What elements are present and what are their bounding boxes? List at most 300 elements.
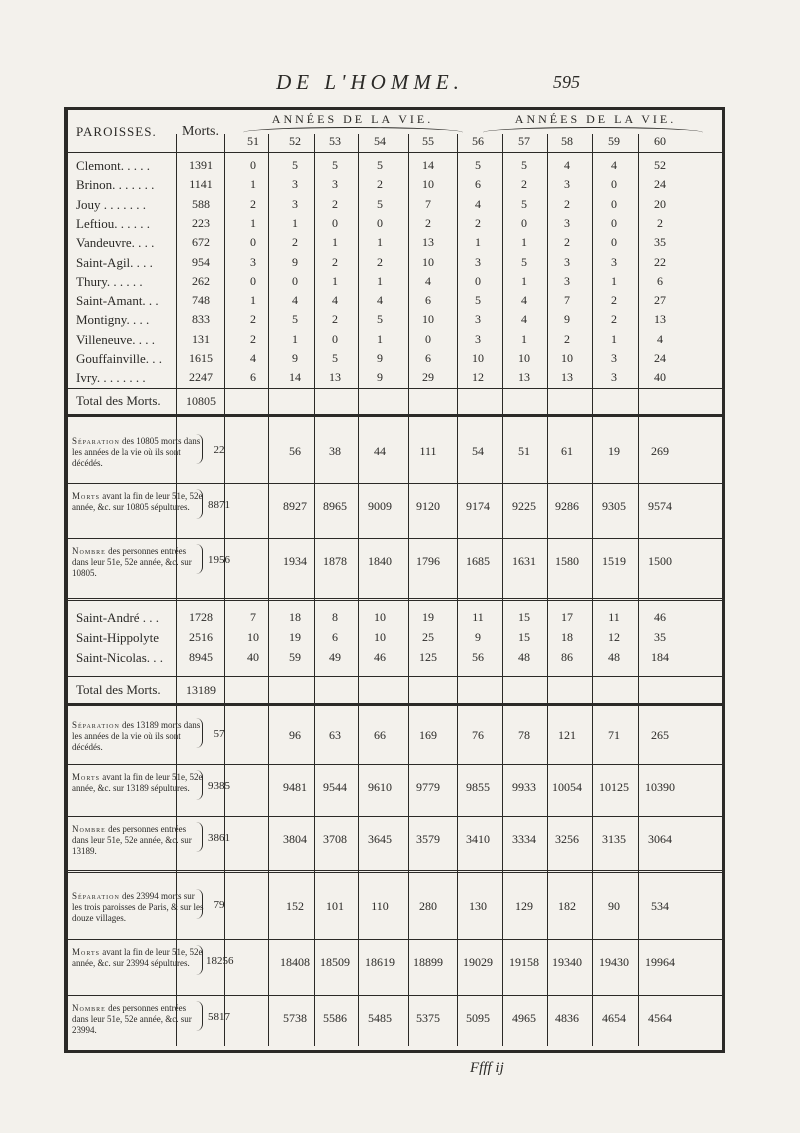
table-cell: 3 — [564, 215, 570, 230]
summary-cell: 19029 — [463, 955, 493, 969]
table-cell: 46 — [374, 650, 386, 664]
table-cell: 20 — [654, 196, 666, 211]
parish-deaths: 954 — [192, 254, 210, 269]
summary-cell: 152 — [286, 899, 304, 913]
summary-cell: 9574 — [648, 499, 672, 513]
summary-cell: 1685 — [466, 554, 490, 568]
table-cell: 2 — [377, 177, 383, 192]
summary-cell: 4965 — [512, 1011, 536, 1025]
col-parishes-header: PAROISSES. — [76, 124, 157, 139]
table-cell: 1 — [377, 273, 383, 288]
table-cell: 2 — [564, 331, 570, 346]
summary-cell: 4654 — [602, 1011, 626, 1025]
table-cell: 10 — [561, 351, 573, 365]
summary-cell: 1580 — [555, 554, 579, 568]
table-cell: 1 — [332, 235, 338, 250]
summary-cell: 18408 — [280, 955, 310, 969]
running-head: DE L'HOMME. — [276, 70, 464, 94]
summary-cell: 1631 — [512, 554, 536, 568]
table-cell: 6 — [425, 293, 431, 308]
table-cell: 1 — [250, 177, 256, 192]
summary-cell: 169 — [419, 728, 437, 742]
summary-cell: 38 — [329, 444, 341, 458]
table-cell: 125 — [419, 650, 437, 664]
table-cell: 0 — [250, 235, 256, 250]
summary-rule — [68, 764, 722, 765]
total-value: 10805 — [186, 394, 216, 408]
table-cell: 3 — [475, 331, 481, 346]
summary-cell: 90 — [608, 899, 620, 913]
table-cell: 56 — [472, 650, 484, 664]
summary-rule — [68, 538, 722, 539]
table-cell: 14 — [289, 370, 301, 385]
brace — [196, 770, 203, 800]
table-cell: 3 — [292, 177, 298, 192]
table-cell: 27 — [654, 293, 666, 308]
table-cell: 12 — [472, 370, 484, 385]
parish-deaths: 588 — [192, 196, 210, 211]
parish-deaths: 2516 — [189, 630, 213, 644]
summary-cell: 130 — [469, 899, 487, 913]
summary-cell: 1796 — [416, 554, 440, 568]
table-cell: 9 — [564, 312, 570, 327]
summary-note — [72, 491, 204, 513]
summary-cell: 19 — [608, 444, 620, 458]
parish-name: Gouffainville. . . — [76, 351, 163, 366]
table-cell: 7 — [564, 293, 570, 308]
summary-cell: 54 — [472, 444, 484, 458]
table-cell: 40 — [654, 370, 666, 385]
table-cell: 3 — [475, 254, 481, 269]
table-cell: 4 — [657, 331, 663, 346]
table-cell: 25 — [422, 630, 434, 644]
parish-deaths: 1728 — [189, 610, 213, 624]
table-cell: 0 — [425, 331, 431, 346]
table-cell: 10 — [422, 254, 434, 269]
summary-cell: 3064 — [648, 832, 672, 846]
summary-cell: 18619 — [365, 955, 395, 969]
table-cell: 9 — [377, 370, 383, 385]
table-cell: 11 — [472, 610, 484, 624]
section-divider — [68, 598, 722, 601]
parish-name: Saint-Agil. . . . — [76, 254, 153, 270]
table-cell: 3 — [250, 254, 256, 269]
summary-cell: 19340 — [552, 955, 582, 969]
table-cell: 4 — [564, 158, 570, 172]
summary-cell: 1878 — [323, 554, 347, 568]
year-header: 53 — [329, 134, 341, 148]
summary-cell: 4836 — [555, 1011, 579, 1025]
table-cell: 1 — [521, 235, 527, 250]
table-cell: 59 — [289, 650, 301, 664]
table-cell: 0 — [250, 273, 256, 288]
summary-cell: 4564 — [648, 1011, 672, 1025]
year-header: 60 — [654, 134, 666, 148]
brace — [196, 945, 203, 975]
summary-rule — [68, 816, 722, 817]
summary-note-text: avant la fin de leur 51e, 52e année, &c. sur 10805 sépultures. — [72, 491, 203, 512]
summary-note-head: Nombre — [72, 1003, 106, 1013]
summary-cell: 9544 — [323, 780, 347, 794]
table-cell: 3 — [564, 254, 570, 269]
parish-deaths: 2247 — [189, 370, 213, 385]
summary-cell: 129 — [515, 899, 533, 913]
summary-note — [72, 436, 204, 469]
summary-cell: 9305 — [602, 499, 626, 513]
year-header: 58 — [561, 134, 573, 148]
table-cell: 0 — [611, 177, 617, 192]
table-cell: 2 — [377, 254, 383, 269]
table-cell: 6 — [250, 370, 256, 385]
table-cell: 3 — [611, 370, 617, 385]
table-cell: 10 — [472, 351, 484, 365]
summary-cell: 66 — [374, 728, 386, 742]
table-cell: 2 — [332, 312, 338, 327]
summary-rule — [68, 995, 722, 996]
summary-note — [72, 891, 204, 924]
table-cell: 10 — [422, 177, 434, 192]
table-cell: 49 — [329, 650, 341, 664]
header-rule — [68, 152, 722, 153]
summary-note-text: des 13189 morts dans les années de la vie où ils sont décédés. — [72, 720, 201, 752]
table-cell: 12 — [608, 630, 620, 644]
table-cell: 3 — [611, 351, 617, 365]
year-header: 56 — [472, 134, 484, 148]
signature-mark: Ffff ij — [470, 1060, 504, 1076]
summary-note — [72, 1003, 204, 1036]
table-cell: 2 — [332, 254, 338, 269]
table-cell: 9 — [292, 254, 298, 269]
summary-note-head: Nombre — [72, 824, 106, 834]
table-cell: 2 — [611, 312, 617, 327]
years-group-right: ANNÉES DE LA VIE. — [514, 112, 677, 126]
table-cell: 3 — [564, 273, 570, 288]
table-cell: 2 — [475, 215, 481, 230]
summary-note — [72, 772, 204, 794]
summary-note — [72, 824, 204, 857]
summary-cell: 3579 — [416, 832, 440, 846]
summary-cell: 9779 — [416, 780, 440, 794]
summary-cell: 1840 — [368, 554, 392, 568]
parish-name: Saint-André . . . — [76, 610, 160, 625]
table-cell: 1 — [377, 235, 383, 250]
summary-rule — [68, 939, 722, 940]
table-cell: 4 — [521, 312, 527, 327]
table-cell: 5 — [377, 196, 383, 211]
summary-base: 79 — [213, 899, 225, 911]
summary-cell: 3708 — [323, 832, 347, 846]
parish-name: Ivry. . . . . . . . — [76, 370, 146, 386]
summary-cell: 9174 — [466, 499, 490, 513]
brace — [196, 434, 203, 464]
table-cell: 2 — [250, 331, 256, 346]
table-cell: 2 — [292, 235, 298, 250]
table-cell: 48 — [518, 650, 530, 664]
table-cell: 5 — [475, 158, 481, 172]
table-cell: 4 — [425, 273, 431, 288]
table-cell: 10 — [374, 630, 386, 644]
table-cell: 13 — [422, 235, 434, 250]
summary-base: 5817 — [208, 1011, 230, 1023]
table-cell: 10 — [518, 351, 530, 365]
summary-note-head: Morts — [72, 772, 100, 782]
summary-base: 8871 — [208, 499, 230, 511]
table-cell: 3 — [475, 312, 481, 327]
table-cell: 5 — [292, 158, 298, 172]
summary-cell: 269 — [651, 444, 669, 458]
table-cell: 24 — [654, 177, 666, 192]
table-cell: 3 — [292, 196, 298, 211]
table-cell: 1 — [611, 331, 617, 346]
table-cell: 9 — [475, 630, 481, 644]
summary-base: 9385 — [208, 780, 230, 792]
summary-note — [72, 947, 204, 969]
brace — [196, 718, 203, 748]
table-cell: 5 — [292, 312, 298, 327]
summary-cell: 56 — [289, 444, 301, 458]
summary-note-text: des 10805 morts dans les années de la vie où ils sont décédés. — [72, 436, 201, 468]
parish-name: Jouy . . . . . . . — [76, 196, 147, 212]
parish-deaths: 262 — [192, 273, 210, 288]
table-cell: 6 — [425, 351, 431, 365]
table-cell: 10 — [374, 610, 386, 624]
table-cell: 7 — [250, 610, 256, 624]
table-cell: 35 — [654, 235, 666, 250]
table-cell: 10 — [247, 630, 259, 644]
table-cell: 2 — [250, 196, 256, 211]
table-cell: 1 — [475, 235, 481, 250]
parish-deaths: 1141 — [189, 177, 213, 192]
summary-base: 1956 — [208, 554, 230, 566]
table-cell: 6 — [332, 630, 338, 644]
col-deaths-header: Morts. — [182, 124, 219, 139]
section-rule — [68, 414, 722, 417]
summary-cell: 8965 — [323, 499, 347, 513]
table-cell: 2 — [611, 293, 617, 308]
table-cell: 22 — [654, 254, 666, 269]
summary-cell: 96 — [289, 728, 301, 742]
table-cell: 9 — [377, 351, 383, 365]
table-cell: 18 — [289, 610, 301, 624]
summary-note-head: Morts — [72, 491, 100, 501]
total-label: Total des Morts. — [76, 682, 161, 697]
summary-cell: 5738 — [283, 1011, 307, 1025]
total-label: Total des Morts. — [76, 393, 161, 408]
brace — [196, 822, 203, 852]
table-cell: 19 — [422, 610, 434, 624]
parish-name: Saint-Amant. . . — [76, 293, 159, 309]
table-cell: 5 — [521, 158, 527, 172]
table-cell: 1 — [521, 331, 527, 346]
table-cell: 13 — [561, 370, 573, 385]
parish-name: Villeneuve. . . . — [76, 331, 156, 347]
year-header: 57 — [518, 134, 530, 148]
table-cell: 24 — [654, 351, 666, 365]
table-cell: 1 — [611, 273, 617, 288]
parish-name: Saint-Hippolyte — [76, 630, 160, 645]
summary-note-text: des personnes entrées dans leur 51e, 52e année, &c. sur 10805. — [72, 546, 192, 578]
summary-cell: 9855 — [466, 780, 490, 794]
summary-cell: 76 — [472, 728, 484, 742]
summary-cell: 3135 — [602, 832, 626, 846]
summary-cell: 18509 — [320, 955, 350, 969]
column-rule — [268, 134, 269, 1046]
summary-note-head: Séparation — [72, 720, 120, 730]
summary-cell: 280 — [419, 899, 437, 913]
table-cell: 15 — [518, 630, 530, 644]
summary-cell: 9481 — [283, 780, 307, 794]
table-cell: 4 — [475, 196, 481, 211]
table-cell: 35 — [654, 630, 666, 644]
summary-cell: 1500 — [648, 554, 672, 568]
parish-name: Clemont. . . . . — [76, 158, 151, 173]
summary-base: 57 — [213, 728, 225, 740]
table-cell: 0 — [475, 273, 481, 288]
table-cell: 2 — [332, 196, 338, 211]
page-number: 595 — [553, 72, 580, 92]
summary-note-head: Morts — [72, 947, 100, 957]
summary-note — [72, 720, 204, 753]
total-rule — [68, 676, 722, 677]
table-cell: 48 — [608, 650, 620, 664]
parish-deaths: 833 — [192, 312, 210, 327]
summary-cell: 534 — [651, 899, 669, 913]
summary-cell: 8927 — [283, 499, 307, 513]
summary-note-text: avant la fin de leur 51e, 52e année, &c. sur 13189 sépultures. — [72, 772, 203, 793]
table-cell: 0 — [611, 235, 617, 250]
brace — [196, 544, 203, 574]
table-cell: 18 — [561, 630, 573, 644]
table-cell: 4 — [377, 293, 383, 308]
table-cell: 5 — [332, 158, 338, 172]
summary-cell: 18899 — [413, 955, 443, 969]
table-cell: 5 — [332, 351, 338, 365]
table-cell: 2 — [657, 215, 663, 230]
summary-cell: 9009 — [368, 499, 392, 513]
table-cell: 1 — [521, 273, 527, 288]
summary-cell: 9225 — [512, 499, 536, 513]
table-cell: 3 — [332, 177, 338, 192]
table-cell: 6 — [657, 273, 663, 288]
summary-cell: 3804 — [283, 832, 307, 846]
table-cell: 1 — [292, 331, 298, 346]
summary-cell: 3645 — [368, 832, 392, 846]
table-cell: 46 — [654, 610, 666, 624]
table-cell: 0 — [611, 196, 617, 211]
parish-deaths: 748 — [192, 293, 210, 308]
brace — [196, 889, 203, 919]
table-cell: 4 — [521, 293, 527, 308]
table-cell: 0 — [292, 273, 298, 288]
table-cell: 52 — [654, 158, 666, 172]
table-cell: 1 — [250, 293, 256, 308]
summary-cell: 71 — [608, 728, 620, 742]
table-cell: 14 — [422, 158, 434, 172]
summary-cell: 19430 — [599, 955, 629, 969]
table-cell: 5 — [521, 196, 527, 211]
table-cell: 2 — [564, 235, 570, 250]
parish-name: Vandeuvre. . . . — [76, 235, 155, 251]
brace — [196, 489, 203, 519]
parish-deaths: 672 — [192, 235, 210, 250]
summary-note — [72, 546, 204, 579]
summary-cell: 63 — [329, 728, 341, 742]
section-divider — [68, 870, 722, 873]
table-cell: 0 — [611, 215, 617, 230]
parish-name: Leftiou. . . . . . — [76, 215, 151, 231]
summary-note-text: avant la fin de leur 51e, 52e année, &c. sur 23994 sépultures. — [72, 947, 203, 968]
table-cell: 2 — [250, 312, 256, 327]
table-cell: 29 — [422, 370, 434, 385]
parish-name: Montigny. . . . — [76, 312, 150, 328]
table-cell: 5 — [377, 312, 383, 327]
summary-cell: 3410 — [466, 832, 490, 846]
year-header: 55 — [422, 134, 434, 148]
summary-cell: 10390 — [645, 780, 675, 794]
table-cell: 2 — [521, 177, 527, 192]
table-cell: 15 — [518, 610, 530, 624]
section-rule — [68, 703, 722, 706]
summary-cell: 10054 — [552, 780, 582, 794]
summary-cell: 5586 — [323, 1011, 347, 1025]
summary-cell: 19158 — [509, 955, 539, 969]
summary-cell: 1934 — [283, 554, 307, 568]
parish-name: Brinon. . . . . . . — [76, 177, 155, 193]
mortality-table — [64, 107, 725, 1053]
table-cell: 8 — [332, 610, 338, 624]
year-header: 59 — [608, 134, 620, 148]
table-cell: 1 — [377, 331, 383, 346]
summary-cell: 78 — [518, 728, 530, 742]
table-cell: 86 — [561, 650, 573, 664]
table-cell: 0 — [250, 158, 256, 172]
summary-cell: 9120 — [416, 499, 440, 513]
table-cell: 11 — [608, 610, 620, 624]
summary-note-head: Séparation — [72, 436, 120, 446]
summary-cell: 9933 — [512, 780, 536, 794]
summary-cell: 111 — [419, 444, 437, 458]
summary-cell: 51 — [518, 444, 530, 458]
table-cell: 13 — [329, 370, 341, 385]
table-cell: 5 — [521, 254, 527, 269]
table-cell: 1 — [332, 273, 338, 288]
summary-cell: 44 — [374, 444, 386, 458]
summary-rule — [68, 483, 722, 484]
summary-cell: 3334 — [512, 832, 536, 846]
summary-cell: 9286 — [555, 499, 579, 513]
years-group-left: ANNÉES DE LA VIE. — [271, 112, 434, 126]
summary-cell: 5485 — [368, 1011, 392, 1025]
total-value: 13189 — [186, 683, 216, 697]
year-header: 52 — [289, 134, 301, 148]
table-cell: 9 — [292, 351, 298, 365]
table-cell: 0 — [521, 215, 527, 230]
table-cell: 2 — [425, 215, 431, 230]
summary-note-text: des 23994 morts sur les trois paroisses de Paris, & sur les douze villages. — [72, 891, 204, 923]
summary-cell: 101 — [326, 899, 344, 913]
table-cell: 0 — [377, 215, 383, 230]
summary-base: 3861 — [208, 832, 230, 844]
parish-name: Saint-Nicolas. . . — [76, 650, 164, 665]
table-cell: 4 — [332, 293, 338, 308]
parish-deaths: 1615 — [189, 351, 213, 365]
summary-cell: 19964 — [645, 955, 675, 969]
total-rule — [68, 388, 722, 389]
summary-note-text: des personnes entrées dans leur 51e, 52e année, &c. sur 23994. — [72, 1003, 192, 1035]
table-cell: 2 — [564, 196, 570, 211]
table-cell: 6 — [475, 177, 481, 192]
year-header: 51 — [247, 134, 259, 148]
